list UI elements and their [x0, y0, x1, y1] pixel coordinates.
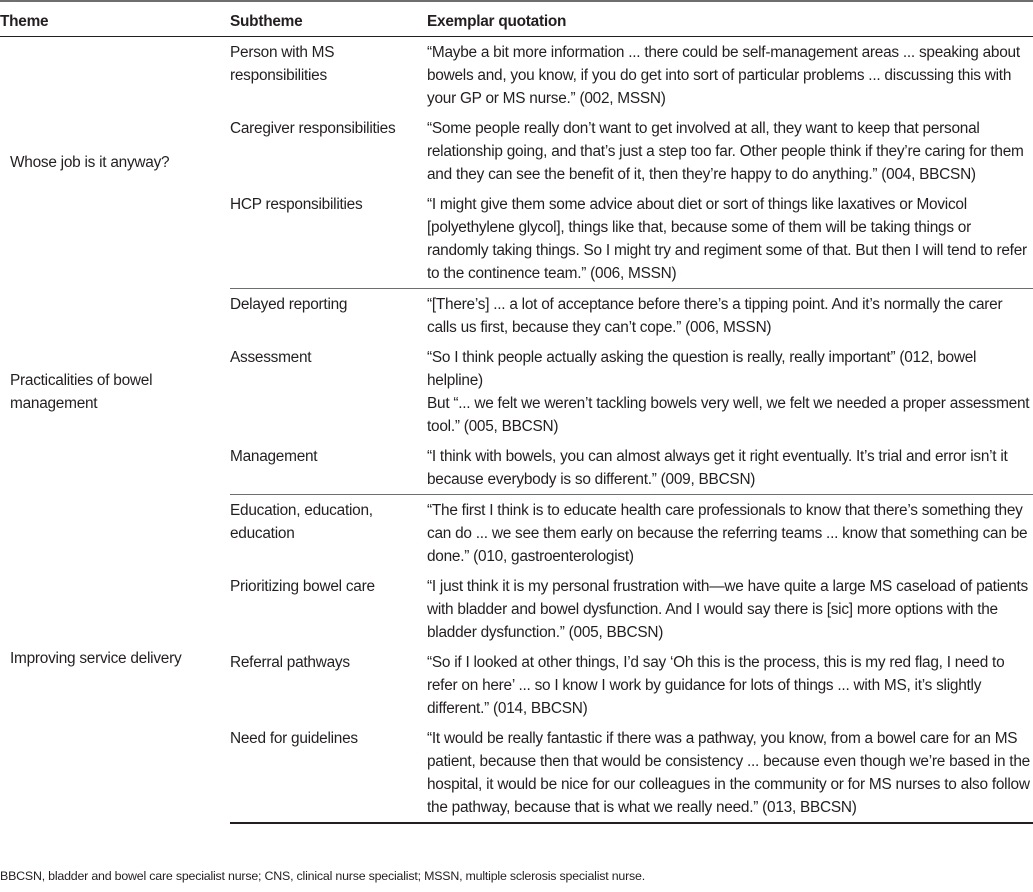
quotation-paragraph: But “... we felt we weren’t tackling bowels very well, we felt we needed a proper assessment tool.” (005, BBCSN) — [427, 395, 1030, 435]
theme-cell: Practicalities of bowel management — [10, 371, 153, 412]
table-row — [0, 495, 1033, 572]
quotation-paragraph: “It would be really fantastic if there was a pathway, you know, from a bowel care for an MS patient, because then that would be consistency ... because even though we’re based in the hospital, it would be nice for our colleagues in the community or for MS nurses to also follow the pathway, because that is what we really need.” (013, BBCSN) — [427, 730, 1030, 816]
quotation-paragraph: “Some people really don’t want to get involved at all, they want to keep that personal relationship going, and that’s just a step too far. Other people think if they’re caring for them and they can see the benefit of it, then they’re happy to do anything.” (004, BBCSN) — [427, 120, 1024, 183]
header-quotation: Exemplar quotation — [427, 7, 1033, 37]
quotation-cell — [427, 342, 1033, 441]
subtheme-cell: Management — [230, 441, 427, 495]
subtheme-cell: HCP responsibilities — [230, 189, 427, 289]
subtheme-cell: Caregiver responsibilities — [230, 120, 396, 137]
table-top-rule — [0, 0, 1033, 2]
quotation-cell — [427, 189, 1033, 289]
quotation-cell — [427, 571, 1033, 647]
subtheme-cell: Delayed reporting — [230, 296, 348, 313]
quotation-cell — [427, 723, 1033, 823]
table-row — [0, 37, 1033, 114]
header-theme: Theme — [0, 7, 230, 37]
quotation-cell — [427, 647, 1033, 723]
subtheme-cell: Education, education, education — [230, 502, 373, 542]
quotation-paragraph: “I just think it is my personal frustration with—we have quite a large MS caseload of patients with bladder and bowel dysfunction. And I would say there is [sic] more options with the bladder dysfunction.” (005, BBCSN) — [427, 578, 1028, 641]
quotation-cell — [427, 495, 1033, 572]
quotation-paragraph: “I think with bowels, you can almost always get it right eventually. It’s trial and error isn’t it because everybody is so different.” (009, BBCSN) — [427, 448, 1008, 488]
subtheme-cell: Prioritizing bowel care — [230, 578, 375, 595]
table-header-row — [0, 7, 1033, 37]
quotation-cell — [427, 113, 1033, 189]
quotation-paragraph: “The first I think is to educate health care professionals to know that there’s something they can do ... we see them early on because the referring teams ... know that something can be done.” (010, gastroenterologist) — [427, 502, 1028, 565]
quotation-cell — [427, 289, 1033, 343]
themes-table — [0, 7, 1033, 824]
subtheme-cell: Need for guidelines — [230, 723, 427, 823]
quotation-cell — [427, 37, 1033, 114]
theme-cell: Whose job is it anyway? — [10, 154, 170, 172]
quotation-paragraph: “So I think people actually asking the question is really, really important” (012, bowel helpline) — [427, 349, 977, 389]
theme-cell: Improving service delivery — [10, 650, 182, 668]
subtheme-cell: Referral pathways — [230, 654, 350, 671]
quotation-paragraph: “So if I looked at other things, I’d say ‘Oh this is the process, this is my red flag, I need to refer on here’ ... so I know I work by guidance for lots of things ... with MS, it’s slightly different.” (014, BBCSN) — [427, 654, 1005, 717]
subtheme-cell: Person with MS responsibilities — [230, 44, 335, 84]
quotation-paragraph: “[There’s] ... a lot of acceptance before there’s a tipping point. And it’s normally the carer calls us first, because they can’t cope.” (006, MSSN) — [427, 296, 1003, 336]
quotation-cell — [427, 441, 1033, 495]
quotation-paragraph: “Maybe a bit more information ... there could be self-management areas ... speaking about bowels and, you know, if you do get into sort of particular problems ... discussing this with your GP or MS nurse.” (002, MSSN) — [427, 44, 1020, 107]
header-subtheme: Subtheme — [230, 7, 427, 37]
subtheme-cell: Assessment — [230, 349, 312, 366]
table-row — [0, 289, 1033, 343]
quotation-paragraph: “I might give them some advice about diet or sort of things like laxatives or Movicol [polyethylene glycol], things like that, because some of them will be taking things or randomly taking things. So I might try and regiment some of that. But then I will tend to refer to the continence team.” (006, MSSN) — [427, 196, 1027, 282]
table-footnote: BBCSN, bladder and bowel care specialist nurse; CNS, clinical nurse specialist; MSSN, multiple sclerosis specialist nurse. — [0, 869, 645, 883]
table-body — [0, 37, 1033, 824]
